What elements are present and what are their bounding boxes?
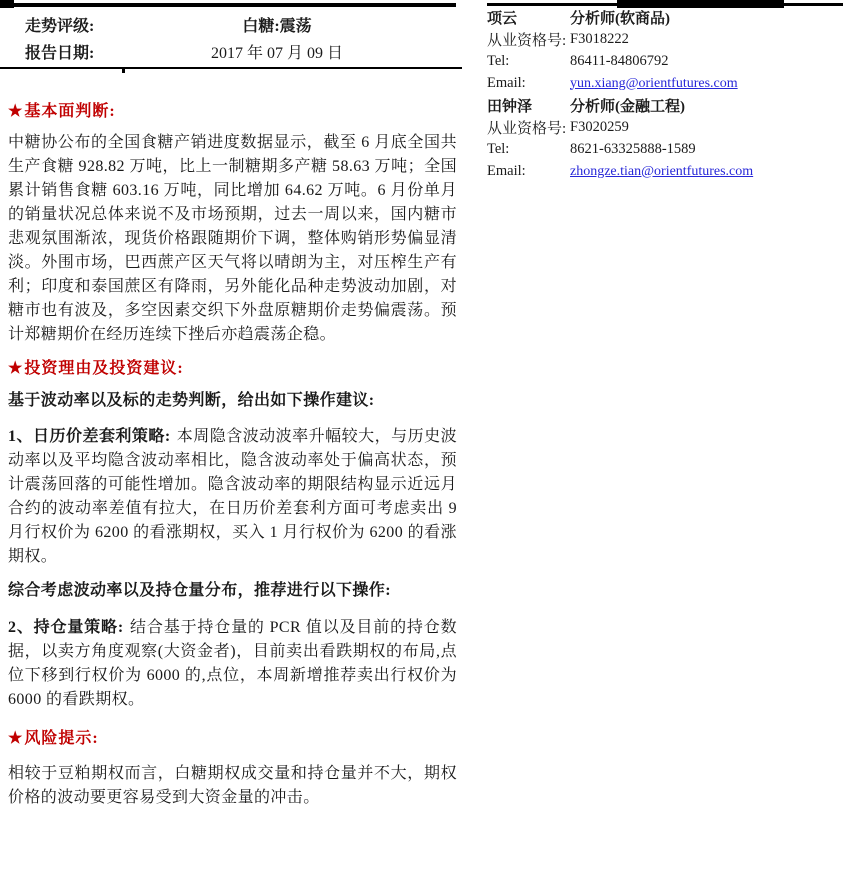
analyst-email-row (487, 72, 843, 94)
analyst-tel-row (487, 138, 843, 160)
tel-label: Tel: (487, 140, 510, 157)
left-table-tick-mark (122, 69, 125, 73)
tel-value: 8621-63325888-1589 (570, 140, 696, 157)
report-date-row (8, 39, 457, 63)
advice-intro-line: 基于波动率以及标的走势判断，给出如下操作建议: (8, 392, 375, 409)
open-interest-strategy-body: 结合基于持仓量的 PCR 值以及目前的持仓数据，以卖方角度观察(大资金者)，目前卖出看跌期权的布局,点位下移到行权价为 6000 的,点位，本周新增推荐卖出行权价为 6000 的看跌期权。 (8, 619, 457, 708)
email-label: Email: (487, 162, 526, 179)
section-title-fundamentals-text: 基本面判断: (24, 103, 116, 120)
tel-value: 86411-84806792 (570, 52, 669, 69)
section-title-risk (8, 729, 457, 749)
section-title-risk-text: 风险提示: (24, 730, 99, 747)
calendar-spread-strategy-paragraph (8, 425, 457, 569)
analyst-role: 分析师(金融工程) (570, 98, 685, 115)
star-icon: ★ (8, 730, 24, 747)
analyst-name: 项云 (487, 10, 518, 27)
analyst-cert-row (487, 28, 843, 50)
tel-label: Tel: (487, 52, 510, 69)
fundamentals-paragraph: 中糖协公布的全国食糖产销进度数据显示，截至 6 月底全国共生产食糖 928.82 万吨，比上一制糖期多产糖 58.63 万吨；全国累计销售食糖 603.16 万吨，同比增加 64.62 万吨。6 月份单月的销量状况总体来说不及市场预期，过去一周以来，国内糖市悲观氛围渐浓，现货价格跟随期价下调，整体购销形势偏显清淡。外围市场，巴西蔗产区天气将以晴朗为主，对压榨生产有利；印度和泰国蔗区有降雨，另外能化品种走势波动加剧，对糖市也有波及，多空因素交织下外盘原糖期价走势偏震荡。预计郑糖期价在经历连续下挫后亦趋震荡企稳。 (8, 134, 457, 343)
cert-value: F3018222 (570, 30, 629, 47)
left-table-bottom-border (0, 67, 462, 69)
section-title-investment-advice-text: 投资理由及投资建议: (24, 360, 184, 377)
cert-label: 从业资格号: (487, 32, 567, 49)
email-label: Email: (487, 74, 526, 91)
star-icon: ★ (8, 360, 24, 377)
open-interest-strategy-paragraph (8, 616, 457, 712)
rating-row (8, 12, 457, 36)
rating-value: 白糖:震荡 (242, 17, 312, 35)
open-interest-strategy-label: 2、持仓量策略: (8, 619, 124, 636)
section-title-fundamentals (8, 102, 457, 122)
analyst-email-link[interactable]: yun.xiang@orientfutures.com (570, 75, 738, 91)
analyst-name-row (487, 94, 843, 116)
section-title-investment-advice (8, 359, 457, 379)
analyst-column (487, 6, 843, 182)
analyst-name: 田钟泽 (487, 98, 533, 115)
analyst-email-row (487, 160, 843, 182)
calendar-spread-strategy-label: 1、日历价差套利策略: (8, 428, 171, 445)
rating-label: 走势评级: (25, 17, 95, 35)
analyst-email-link[interactable]: zhongze.tian@orientfutures.com (570, 163, 754, 179)
report-date-label: 报告日期: (25, 44, 95, 62)
calendar-spread-strategy-body: 本周隐含波动波率升幅较大，与历史波动率以及平均隐含波动率相比，隐含波动率处于偏高状态，预计震荡回落的可能性增加。隐含波动率的期限结构显示近远月合约的波动率差值有拉大，在日历价差套利方面可考虑卖出 9 月行权价为 6200 的看涨期权，买入 1 月行权价为 6200 的看涨期权。 (8, 428, 457, 565)
analyst-role: 分析师(软商品) (570, 10, 670, 27)
cert-label: 从业资格号: (487, 120, 567, 137)
volume-advice-line: 综合考虑波动率以及持仓量分布，推荐进行以下操作: (8, 582, 391, 599)
analyst-tel-row (487, 50, 843, 72)
star-icon: ★ (8, 103, 24, 120)
report-date-value: 2017 年 07 月 09 日 (210, 44, 343, 62)
analyst-cert-row (487, 116, 843, 138)
left-table-top-border (4, 3, 456, 7)
analyst-name-row (487, 6, 843, 28)
cert-value: F3020259 (570, 118, 629, 135)
risk-paragraph: 相较于豆粕期权而言，白糖期权成交量和持仓量并不大，期权价格的波动要更容易受到大资金量的冲击。 (8, 765, 457, 806)
